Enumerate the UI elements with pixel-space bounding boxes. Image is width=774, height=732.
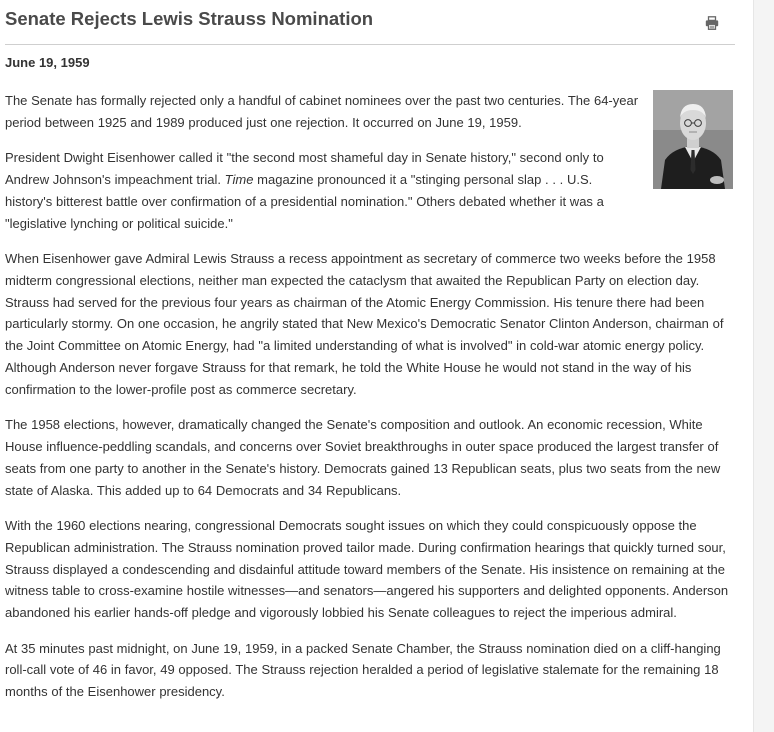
page-title: Senate Rejects Lewis Strauss Nomination — [5, 8, 374, 29]
title-row — [5, 0, 735, 45]
time-magazine-italic: Time — [224, 171, 254, 187]
article-date: June 19, 1959 — [5, 55, 90, 70]
article-body — [5, 90, 733, 716]
paragraph-4: The 1958 elections, however, dramatically changed the Senate's composition and outlook. An economic recession, White House influence-peddling scandals, and concerns over Soviet breakthroughs in outer space produced the largest transfer of seats from one party to another in the Senate's history. Democrats gained 13 Republican seats, plus two seats from the new state of Alaska. This added up to 64 Democrats and 34 Republicans. — [5, 417, 721, 498]
paragraph-6: At 35 minutes past midnight, on June 19, 1959, in a packed Senate Chamber, the Strauss nomination died on a cliff-hanging roll-call vote of 46 in favor, 49 opposed. The Strauss rejection heralded a period of legislative stalemate for the remaining 18 months of the Eisenhower presidency. — [5, 640, 721, 700]
paragraph-5: With the 1960 elections nearing, congressional Democrats sought issues on which they could conspicuously oppose the Republican administration. The Strauss nomination proved tailor made. During confirmation hearings that quickly turned sour, Strauss displayed a condescending and disdainful attitude toward members of the Senate. His insistence on remaining at the witness table to cross-examine hostile witnesses—and senators—angered his supporters and delighted opponents. Anderson abandoned his earlier hands-off pledge and vigorously lobbied his Senate colleagues to reject the imperious admiral. — [5, 517, 729, 621]
paragraph-1: The Senate has formally rejected only a handful of cabinet nominees over the past two centuries. The 64-year period between 1925 and 1989 produced just one rejection. It occurred on June 19, 1959. — [5, 93, 639, 130]
scrollbar-track[interactable] — [753, 0, 774, 732]
paragraph-2 — [5, 147, 733, 234]
paragraph-3: When Eisenhower gave Admiral Lewis Strauss a recess appointment as secretary of commerce two weeks before the 1958 midterm congressional elections, neither man expected the cataclysm that awaited the Republican Party on election day. Strauss had served for the previous four years as chairman of the Atomic Energy Commission. His tenure there had been particularly stormy. On one occasion, he angrily stated that New Mexico's Democratic Senator Clinton Anderson, chairman of the Joint Committee on Atomic Energy, had "a limited understanding of what is involved" in cold-war atomic energy policy. Although Anderson never forgave Strauss for that remark, he told the White House he would not stand in the way of his confirmation to the lower-profile post as commerce secretary. — [5, 250, 724, 397]
article — [5, 0, 735, 700]
strauss-portrait-photo — [653, 90, 733, 189]
paragraph-2-part-a: President Dwight Eisenhower called it "the second most shameful day in Senate history," second only to Andrew Johnson's impeachment trial. — [5, 150, 604, 187]
print-icon[interactable] — [705, 16, 719, 30]
paragraph-2-part-b: magazine pronounced it a "stinging personal slap . . . U.S. history's bitterest battle over confirmation of a presidential nomination." Others debated whether it was a "legislative lynching or political suicide." — [5, 171, 604, 231]
